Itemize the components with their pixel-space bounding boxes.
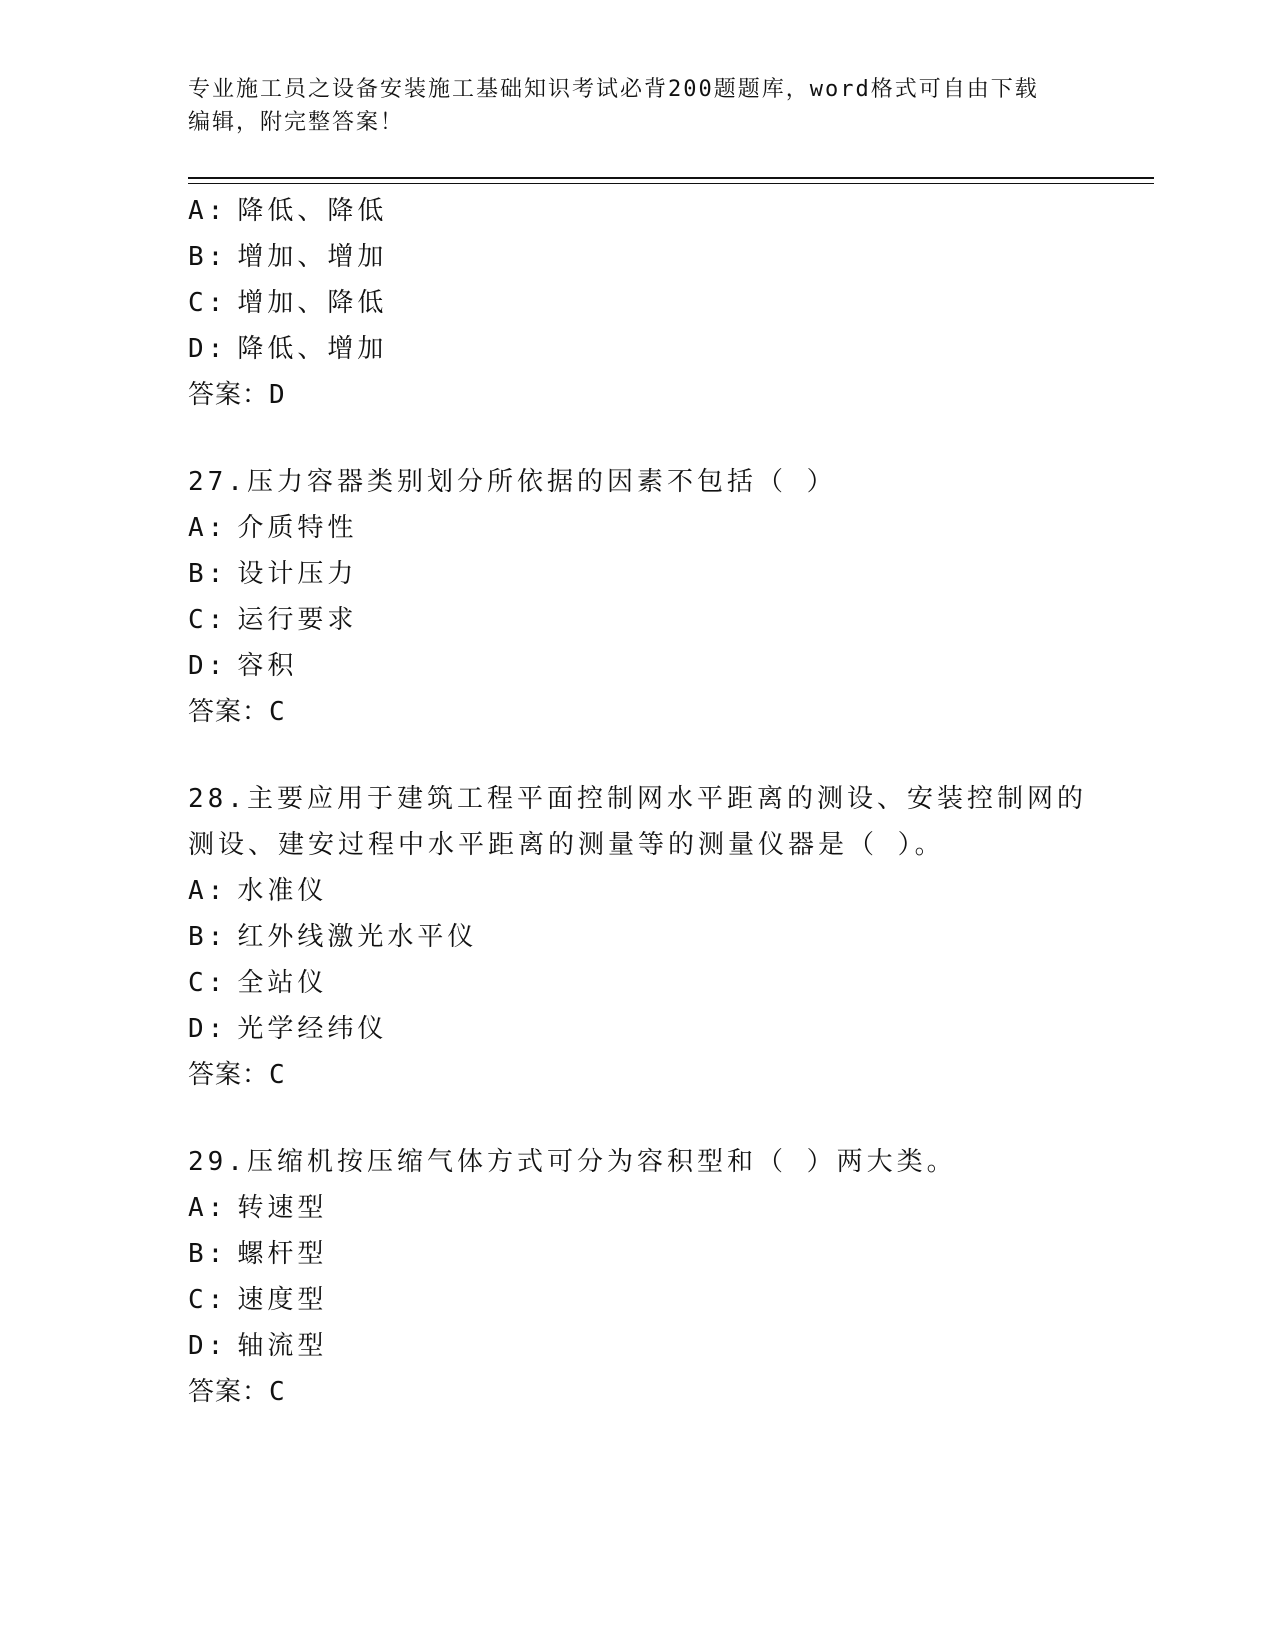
answer-option [188, 1323, 1088, 1369]
question-block [188, 1139, 1088, 1415]
answer-option [188, 1185, 1088, 1231]
option-key: B : [188, 559, 227, 589]
option-key: C : [188, 968, 227, 998]
option-text: 红外线激光水平仪 [237, 922, 478, 952]
answer-option [188, 1006, 1088, 1052]
answer-key: 答案：D [188, 380, 286, 410]
option-key: B : [188, 1239, 227, 1269]
question-block [188, 459, 1088, 735]
option-text: 速度型 [237, 1285, 328, 1315]
document-header [188, 73, 1068, 139]
header-divider-thick [188, 177, 1154, 179]
answer-option [188, 280, 1088, 326]
answer-option [188, 1231, 1088, 1277]
option-key: B : [188, 242, 227, 272]
option-text: 增加、降低 [237, 288, 388, 318]
question-text: 27.压力容器类别划分所依据的因素不包括（ ） [188, 467, 837, 497]
option-text: 降低、降低 [237, 196, 388, 226]
option-key: C : [188, 288, 227, 318]
header-title-line-2: 编辑，附完整答案！ [188, 110, 405, 135]
option-text: 全站仪 [237, 968, 328, 998]
answer-option [188, 960, 1088, 1006]
option-text: 增加、增加 [237, 242, 388, 272]
option-text: 运行要求 [237, 605, 358, 635]
answer-key: 答案：C [188, 697, 286, 727]
option-text: 转速型 [237, 1193, 328, 1223]
option-text: 轴流型 [237, 1331, 328, 1361]
option-text: 光学经纬仪 [237, 1014, 388, 1044]
answer-option [188, 505, 1088, 551]
option-text: 介质特性 [237, 513, 358, 543]
answer-option [188, 551, 1088, 597]
option-key: B : [188, 922, 227, 952]
header-title-line-1: 专业施工员之设备安装施工基础知识考试必背200题题库，word格式可自由下载 [188, 77, 1039, 102]
answer-option [188, 914, 1088, 960]
answer-key: 答案：C [188, 1377, 286, 1407]
answer-option [188, 188, 1088, 234]
answer-option [188, 1277, 1088, 1323]
header-divider-thin [188, 183, 1154, 184]
question-text: 28.主要应用于建筑工程平面控制网水平距离的测设、安装控制网的测设、建安过程中水平距离的测量等的测量仪器是（ ）。 [188, 784, 1087, 860]
question-block [188, 776, 1088, 1098]
question-text: 29.压缩机按压缩气体方式可分为容积型和（ ）两大类。 [188, 1147, 957, 1177]
option-text: 容积 [237, 651, 298, 681]
option-key: A : [188, 196, 227, 226]
answer-option [188, 326, 1088, 372]
option-key: C : [188, 605, 227, 635]
option-text: 降低、增加 [237, 334, 388, 364]
answer-key: 答案：C [188, 1060, 286, 1090]
question-block [188, 188, 1088, 418]
option-text: 水准仪 [237, 876, 328, 906]
option-key: A : [188, 1193, 227, 1223]
option-key: A : [188, 513, 227, 543]
option-key: D : [188, 1014, 227, 1044]
answer-option [188, 868, 1088, 914]
option-key: A : [188, 876, 227, 906]
option-key: C : [188, 1285, 227, 1315]
option-key: D : [188, 1331, 227, 1361]
question-list [188, 188, 1088, 1415]
option-text: 螺杆型 [237, 1239, 328, 1269]
option-text: 设计压力 [237, 559, 358, 589]
option-key: D : [188, 651, 227, 681]
answer-option [188, 597, 1088, 643]
answer-option [188, 643, 1088, 689]
answer-option [188, 234, 1088, 280]
option-key: D : [188, 334, 227, 364]
